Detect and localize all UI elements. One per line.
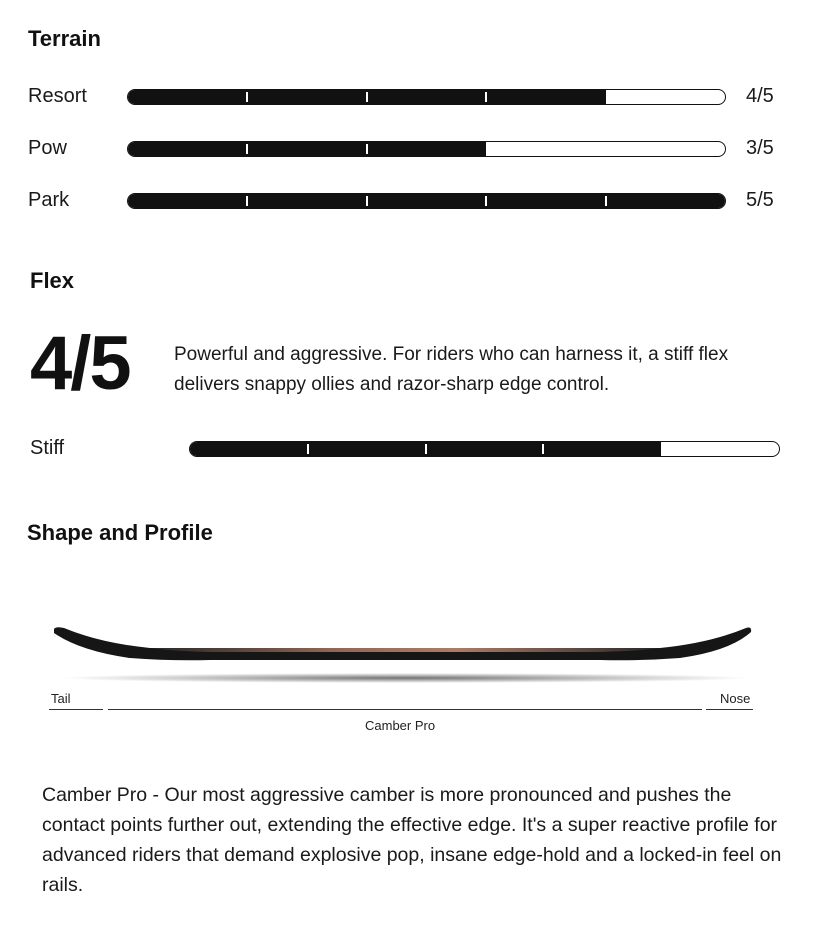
rating-bar-tick [307,444,309,454]
tail-rule [49,709,103,710]
rating-bar-tick [542,444,544,454]
rating-bar-tick [485,196,487,206]
rating-bar-tick [425,444,427,454]
rating-label: Resort [28,85,87,107]
rating-label: Pow [28,137,67,159]
rating-bar-tick [246,196,248,206]
terrain-heading: Terrain [28,26,101,51]
snowboard-profile-image [40,605,770,695]
rating-bar-tick [246,92,248,102]
tail-label: Tail [51,691,71,706]
rating-bar-tick [605,196,607,206]
camber-rule [108,709,702,710]
rating-value: 4/5 [746,85,774,107]
rating-label: Park [28,189,70,211]
rating-bar-fill [128,194,725,208]
rating-value: 3/5 [746,137,774,159]
board-profile-illustration [40,605,770,695]
rating-bar-tick [366,196,368,206]
flex-bar [189,441,780,457]
flex-heading: Flex [30,268,75,293]
rating-value: 5/5 [746,189,774,211]
nose-rule [706,709,753,710]
rating-bar [127,141,726,157]
nose-label: Nose [720,691,751,706]
flex-bar-label: Stiff [30,437,65,459]
rating-bar-tick [366,144,368,154]
flex-score: 4/5 [30,321,130,406]
profile-label: Camber Pro [365,718,436,733]
camber-description: Camber Pro - Our most aggressive camber is more pronounced and pushes the contact points further out, extending the effective edge. It's a super reactive profile for advanced riders that demand explosive pop, insane edge-hold and a locked-in feel on rails. [42,784,782,896]
rating-bar-tick [485,92,487,102]
rating-bar [127,193,726,209]
shape-heading: Shape and Profile [27,520,213,545]
rating-bar-tick [246,144,248,154]
rating-bar-fill [128,142,486,156]
rating-bar-tick [366,92,368,102]
rating-bar [127,89,726,105]
flex-description: Powerful and aggressive. For riders who can harness it, a stiff flex delivers snappy ollies and razor-sharp edge control. [174,344,729,395]
